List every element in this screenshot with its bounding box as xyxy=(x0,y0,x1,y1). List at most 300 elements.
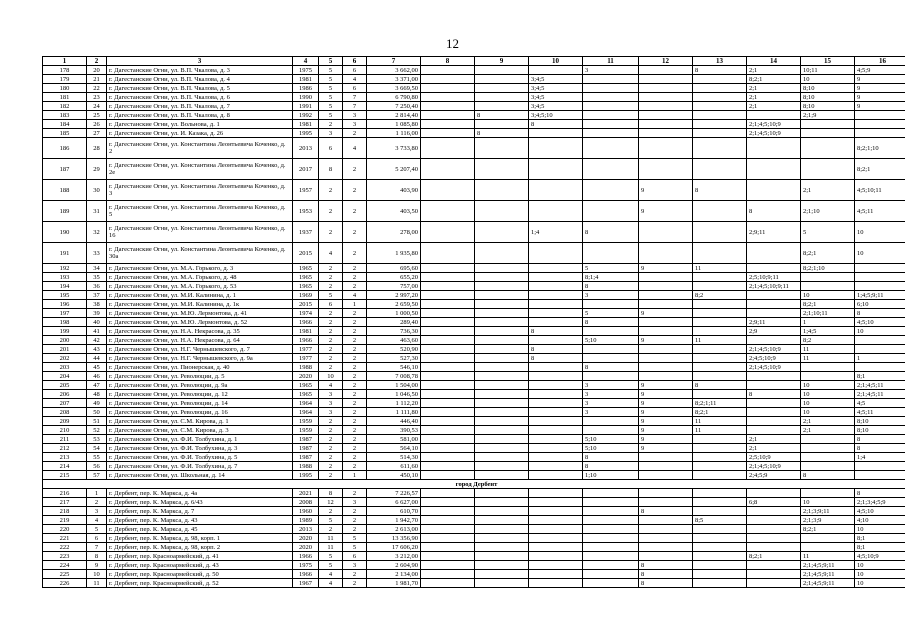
table-cell: 8 xyxy=(529,120,583,129)
table-cell xyxy=(801,138,855,159)
table-cell: 3 xyxy=(583,390,639,399)
table-cell xyxy=(801,282,855,291)
table-cell: 2;1 xyxy=(747,435,801,444)
table-cell: 1;4;5 xyxy=(801,327,855,336)
table-cell xyxy=(421,543,475,552)
table-cell xyxy=(639,102,693,111)
table-cell: 4 xyxy=(343,138,367,159)
table-cell: 213 xyxy=(43,453,87,462)
table-cell xyxy=(583,534,639,543)
table-cell: 1964 xyxy=(293,399,319,408)
table-cell: 26 xyxy=(87,120,107,129)
table-cell: 3;4;5 xyxy=(529,93,583,102)
table-cell: 9 xyxy=(639,435,693,444)
table-cell: г. Дагестанские Огни, ул. Ф.И. Толбухина, д. 7 xyxy=(107,462,293,471)
table-cell: 9 xyxy=(639,309,693,318)
table-cell: 10 xyxy=(855,327,905,336)
table-cell xyxy=(801,444,855,453)
table-cell xyxy=(855,345,905,354)
table-cell: г. Дербент, пер. К. Маркса, д. 45 xyxy=(107,525,293,534)
table-cell: 9 xyxy=(639,381,693,390)
table-cell: г. Дагестанские Огни, ул. М.А. Горького, д. 3 xyxy=(107,264,293,273)
table-cell: 11 xyxy=(693,417,747,426)
table-cell xyxy=(583,345,639,354)
table-cell: г. Дагестанские Огни, ул. М.А. Горького, д. 53 xyxy=(107,282,293,291)
table-row xyxy=(43,309,905,318)
table-cell: 8;1 xyxy=(855,372,905,381)
table-cell: 49 xyxy=(87,399,107,408)
table-cell: 9 xyxy=(639,336,693,345)
table-cell xyxy=(475,138,529,159)
table-cell xyxy=(693,75,747,84)
table-row xyxy=(43,66,905,75)
table-cell xyxy=(475,435,529,444)
table-cell: 9 xyxy=(639,390,693,399)
table-cell xyxy=(639,318,693,327)
table-cell xyxy=(639,300,693,309)
table-cell xyxy=(693,111,747,120)
table-cell: 8;10 xyxy=(855,426,905,435)
table-cell: 1;4 xyxy=(529,222,583,243)
table-cell xyxy=(529,390,583,399)
table-cell: 8;2;1;10 xyxy=(801,264,855,273)
table-cell: 2013 xyxy=(293,138,319,159)
table-cell: 1959 xyxy=(293,417,319,426)
table-cell: 9 xyxy=(855,75,905,84)
table-cell: 5 xyxy=(583,309,639,318)
table-cell xyxy=(529,180,583,201)
table-cell: г. Дагестанские Огни, ул. Константина Леонтьевича Коченко, д. 3 xyxy=(107,180,293,201)
table-cell: 51 xyxy=(87,417,107,426)
table-cell xyxy=(475,300,529,309)
table-cell xyxy=(529,372,583,381)
table-cell: 3 212,00 xyxy=(367,552,421,561)
table-cell: 1966 xyxy=(293,318,319,327)
table-cell xyxy=(475,444,529,453)
table-cell xyxy=(421,138,475,159)
table-cell: 41 xyxy=(87,327,107,336)
table-cell: 1 046,50 xyxy=(367,390,421,399)
table-cell: 2 xyxy=(343,201,367,222)
table-cell xyxy=(639,525,693,534)
table-cell: г. Дагестанские Огни, ул. Константина Леонтьевича Коченко, д. 30а xyxy=(107,243,293,264)
table-cell xyxy=(801,372,855,381)
table-cell: 1;4 xyxy=(855,453,905,462)
table-cell: 2 xyxy=(343,336,367,345)
table-cell xyxy=(475,543,529,552)
table-cell xyxy=(475,399,529,408)
table-cell: 1975 xyxy=(293,561,319,570)
table-cell: 8 xyxy=(583,363,639,372)
table-cell xyxy=(693,318,747,327)
table-cell: 289,40 xyxy=(367,318,421,327)
table-cell: 8;2;1 xyxy=(747,552,801,561)
table-cell: 4;5 xyxy=(855,399,905,408)
table-cell: 194 xyxy=(43,282,87,291)
table-cell xyxy=(639,471,693,480)
table-cell xyxy=(639,222,693,243)
table-cell xyxy=(421,222,475,243)
table-row xyxy=(43,291,905,300)
table-cell: 1977 xyxy=(293,354,319,363)
table-row xyxy=(43,390,905,399)
table-cell xyxy=(421,120,475,129)
table-cell xyxy=(747,489,801,498)
table-cell: 5 xyxy=(319,561,343,570)
table-cell: 1 xyxy=(855,354,905,363)
table-cell xyxy=(855,129,905,138)
table-cell: г. Дагестанские Огни, ул. В.П. Чкалова, д. 4 xyxy=(107,75,293,84)
table-cell: г. Дагестанские Огни, ул. М.А. Горького, д. 48 xyxy=(107,273,293,282)
table-cell xyxy=(529,525,583,534)
column-header-11: 11 xyxy=(583,57,639,66)
table-cell: 8;2 xyxy=(801,336,855,345)
table-cell: 1969 xyxy=(293,291,319,300)
table-cell xyxy=(421,282,475,291)
table-cell: г. Дагестанские Огни, ул. Н.Г. Чернышевского, д. 9а xyxy=(107,354,293,363)
table-cell: 2 xyxy=(343,159,367,180)
table-cell xyxy=(475,345,529,354)
table-cell xyxy=(421,552,475,561)
table-cell xyxy=(801,462,855,471)
table-cell: 1992 xyxy=(293,111,319,120)
table-cell xyxy=(529,408,583,417)
table-cell xyxy=(421,399,475,408)
table-cell: 8 xyxy=(583,462,639,471)
table-cell xyxy=(421,291,475,300)
table-cell: 2 xyxy=(343,243,367,264)
table-cell: 9 xyxy=(855,93,905,102)
table-cell: 2 xyxy=(343,417,367,426)
table-cell xyxy=(801,159,855,180)
table-row xyxy=(43,525,905,534)
table-cell: 2 xyxy=(343,327,367,336)
table-cell: 25 xyxy=(87,111,107,120)
table-cell: 2;1;3;9;11 xyxy=(801,507,855,516)
table-cell: 10 xyxy=(855,570,905,579)
table-cell: 514,30 xyxy=(367,453,421,462)
table-cell xyxy=(421,243,475,264)
column-header-16: 16 xyxy=(855,57,905,66)
table-cell xyxy=(639,138,693,159)
table-cell xyxy=(693,138,747,159)
table-cell: 6;10 xyxy=(855,300,905,309)
table-cell: 11 xyxy=(801,345,855,354)
table-cell xyxy=(475,201,529,222)
table-cell: 11 xyxy=(693,336,747,345)
table-cell: 216 xyxy=(43,489,87,498)
table-cell: 3 xyxy=(319,390,343,399)
table-cell: 546,10 xyxy=(367,363,421,372)
table-cell xyxy=(529,291,583,300)
table-cell xyxy=(475,498,529,507)
table-cell xyxy=(529,282,583,291)
table-row xyxy=(43,534,905,543)
table-body xyxy=(43,66,905,588)
table-cell: 2 xyxy=(319,453,343,462)
table-cell: 1964 xyxy=(293,408,319,417)
table-cell xyxy=(475,453,529,462)
table-cell: 2;9 xyxy=(747,327,801,336)
table-cell: 10 xyxy=(87,570,107,579)
table-cell: 2;9;11 xyxy=(747,222,801,243)
table-cell: г. Дагестанские Огни, ул. М.И. Калинина, д. 1 xyxy=(107,291,293,300)
table-cell: 192 xyxy=(43,264,87,273)
table-cell: 11 xyxy=(319,534,343,543)
table-cell: 1965 xyxy=(293,282,319,291)
table-cell: 1 504,00 xyxy=(367,381,421,390)
table-cell: 3 733,80 xyxy=(367,138,421,159)
table-cell: 390,53 xyxy=(367,426,421,435)
table-cell xyxy=(693,273,747,282)
table-cell xyxy=(529,300,583,309)
table-cell: 8 xyxy=(529,345,583,354)
table-cell xyxy=(529,273,583,282)
table-cell: 1953 xyxy=(293,201,319,222)
table-cell xyxy=(421,273,475,282)
table-cell xyxy=(421,201,475,222)
table-cell: 1 085,80 xyxy=(367,120,421,129)
table-cell: 12 xyxy=(319,498,343,507)
table-cell: 2;1;4;5;9;11 xyxy=(801,570,855,579)
table-cell xyxy=(529,243,583,264)
table-cell: г. Дагестанские Огни, ул. В.П. Чкалова, д. 6 xyxy=(107,93,293,102)
table-cell xyxy=(475,243,529,264)
table-cell: 1995 xyxy=(293,129,319,138)
table-row xyxy=(43,111,905,120)
table-cell xyxy=(529,471,583,480)
table-cell: 10;11 xyxy=(801,66,855,75)
table-cell: 7 xyxy=(343,102,367,111)
table-cell xyxy=(475,462,529,471)
table-cell: 2 xyxy=(343,273,367,282)
table-cell xyxy=(747,111,801,120)
table-cell xyxy=(747,426,801,435)
table-cell: 27 xyxy=(87,129,107,138)
table-cell: 2;1;10 xyxy=(801,201,855,222)
table-cell: 4 xyxy=(319,579,343,588)
table-cell xyxy=(583,180,639,201)
table-row xyxy=(43,471,905,480)
table-cell: 221 xyxy=(43,534,87,543)
table-cell xyxy=(583,75,639,84)
table-cell: 4 xyxy=(343,75,367,84)
table-cell: 2 xyxy=(319,507,343,516)
table-cell: 3 371,00 xyxy=(367,75,421,84)
table-cell: 1 xyxy=(801,318,855,327)
table-cell xyxy=(693,84,747,93)
table-cell xyxy=(639,372,693,381)
table-cell xyxy=(747,336,801,345)
table-cell: 8;1 xyxy=(855,543,905,552)
table-cell: 6 xyxy=(343,552,367,561)
table-cell: 5 xyxy=(319,102,343,111)
table-cell xyxy=(475,570,529,579)
table-cell xyxy=(693,435,747,444)
table-cell: г. Дербент, пер. К. Маркса, д. 4а xyxy=(107,489,293,498)
table-row xyxy=(43,462,905,471)
table-cell xyxy=(801,489,855,498)
table-cell: 3;4;5 xyxy=(529,102,583,111)
table-cell: 8;2;1 xyxy=(801,243,855,264)
table-cell: г. Дагестанские Огни, ул. С.М. Кирова, д. 3 xyxy=(107,426,293,435)
table-cell xyxy=(583,93,639,102)
table-cell xyxy=(475,525,529,534)
table-cell: 2 xyxy=(319,120,343,129)
column-header-8: 8 xyxy=(421,57,475,66)
table-cell: 2 xyxy=(343,570,367,579)
table-cell: 8 xyxy=(801,471,855,480)
table-cell xyxy=(747,525,801,534)
table-cell xyxy=(421,159,475,180)
table-cell: 2;1;4;5;10;9 xyxy=(747,129,801,138)
table-cell: г. Дагестанские Огни, ул. Революции, д. 9а xyxy=(107,381,293,390)
table-cell: 9 xyxy=(639,426,693,435)
table-cell xyxy=(801,120,855,129)
table-cell: г. Дагестанские Огни, ул. Вольнова, д. 1 xyxy=(107,120,293,129)
table-cell: г. Дагестанские Огни, ул. Н.А. Некрасова, д. 35 xyxy=(107,327,293,336)
table-cell: 13 356,90 xyxy=(367,534,421,543)
table-cell: 1974 xyxy=(293,309,319,318)
table-cell xyxy=(421,570,475,579)
table-cell: 8 xyxy=(693,381,747,390)
page-number: 12 xyxy=(446,36,459,51)
table-cell xyxy=(421,336,475,345)
table-cell: г. Дербент, пер. К. Маркса, д. 6/43 xyxy=(107,498,293,507)
table-cell: 189 xyxy=(43,201,87,222)
table-cell: 2;5;10;9 xyxy=(747,453,801,462)
table-cell: 10 xyxy=(855,579,905,588)
table-cell xyxy=(475,222,529,243)
table-cell: г. Дагестанские Огни, ул. М.Ю. Лермонтова, д. 41 xyxy=(107,309,293,318)
table-cell xyxy=(421,426,475,435)
table-row xyxy=(43,381,905,390)
table-row xyxy=(43,201,905,222)
table-cell: 9 xyxy=(639,417,693,426)
table-cell xyxy=(693,243,747,264)
table-row xyxy=(43,345,905,354)
table-cell: г. Дагестанские Огни, ул. М.И. Калинина, д. 1к xyxy=(107,300,293,309)
table-cell: г. Дагестанские Огни, ул. Революции, д. 14 xyxy=(107,399,293,408)
table-cell: 2 xyxy=(319,471,343,480)
table-cell xyxy=(639,516,693,525)
table-cell: 191 xyxy=(43,243,87,264)
table-cell xyxy=(693,498,747,507)
table-cell: 53 xyxy=(87,435,107,444)
table-cell: 208 xyxy=(43,408,87,417)
table-cell xyxy=(475,534,529,543)
table-cell xyxy=(801,129,855,138)
table-cell xyxy=(747,534,801,543)
table-cell: 2;1 xyxy=(747,84,801,93)
table-cell: 2;1;4;5;9;11 xyxy=(801,579,855,588)
table-cell xyxy=(639,552,693,561)
table-cell: 3 669,50 xyxy=(367,84,421,93)
table-cell: 1960 xyxy=(293,507,319,516)
table-row xyxy=(43,282,905,291)
table-cell: 8 xyxy=(319,159,343,180)
table-cell: г. Дербент, пер. Красноармейский, д. 41 xyxy=(107,552,293,561)
table-cell xyxy=(747,180,801,201)
table-cell xyxy=(475,471,529,480)
table-cell: 2020 xyxy=(293,534,319,543)
table-cell: 4 xyxy=(319,243,343,264)
table-cell xyxy=(475,318,529,327)
table-cell xyxy=(475,507,529,516)
table-cell: 2 xyxy=(319,525,343,534)
table-cell: 8;10 xyxy=(801,102,855,111)
table-cell: 2 xyxy=(343,453,367,462)
table-cell xyxy=(693,345,747,354)
table-cell: 2;1;4;5;10;9 xyxy=(747,462,801,471)
table-cell: 6 xyxy=(319,300,343,309)
table-cell: 11 xyxy=(87,579,107,588)
table-cell xyxy=(421,372,475,381)
table-cell: 199 xyxy=(43,327,87,336)
table-cell: 2 xyxy=(319,417,343,426)
table-cell: 2;1 xyxy=(747,93,801,102)
table-cell xyxy=(421,390,475,399)
header-row xyxy=(43,57,905,66)
table-cell: 57 xyxy=(87,471,107,480)
table-row xyxy=(43,273,905,282)
table-cell xyxy=(583,489,639,498)
table-cell xyxy=(639,543,693,552)
table-row xyxy=(43,579,905,588)
table-cell: 1965 xyxy=(293,390,319,399)
table-cell: 2013 xyxy=(293,525,319,534)
table-cell: 1987 xyxy=(293,435,319,444)
table-cell: 736,30 xyxy=(367,327,421,336)
table-cell xyxy=(421,66,475,75)
table-cell xyxy=(855,336,905,345)
table-cell xyxy=(529,516,583,525)
table-cell: 446,40 xyxy=(367,417,421,426)
table-cell: 8 xyxy=(855,489,905,498)
table-cell: 2 xyxy=(343,579,367,588)
table-cell xyxy=(583,354,639,363)
table-cell: 8 xyxy=(855,435,905,444)
table-cell xyxy=(475,354,529,363)
table-cell xyxy=(693,552,747,561)
table-cell xyxy=(747,372,801,381)
table-cell: 48 xyxy=(87,390,107,399)
table-cell xyxy=(475,489,529,498)
table-cell xyxy=(421,327,475,336)
table-cell: 2 xyxy=(343,399,367,408)
table-cell: 8 xyxy=(639,561,693,570)
table-cell xyxy=(639,120,693,129)
table-cell: 3;4;5;10 xyxy=(529,111,583,120)
table-cell: 2 xyxy=(343,372,367,381)
table-cell: 655,20 xyxy=(367,273,421,282)
table-cell: 8;10 xyxy=(801,84,855,93)
table-row xyxy=(43,264,905,273)
table-row xyxy=(43,498,905,507)
table-cell xyxy=(421,300,475,309)
table-cell: 10 xyxy=(801,498,855,507)
column-header-14: 14 xyxy=(747,57,801,66)
table-cell xyxy=(475,408,529,417)
table-cell xyxy=(639,273,693,282)
table-cell: 2 xyxy=(343,354,367,363)
table-cell: 2 xyxy=(343,507,367,516)
table-cell xyxy=(475,93,529,102)
column-header-3: 3 xyxy=(107,57,293,66)
table-cell: 218 xyxy=(43,507,87,516)
table-cell: 2 xyxy=(343,222,367,243)
table-cell: г. Дербент, пер. Красноармейский, д. 50 xyxy=(107,570,293,579)
